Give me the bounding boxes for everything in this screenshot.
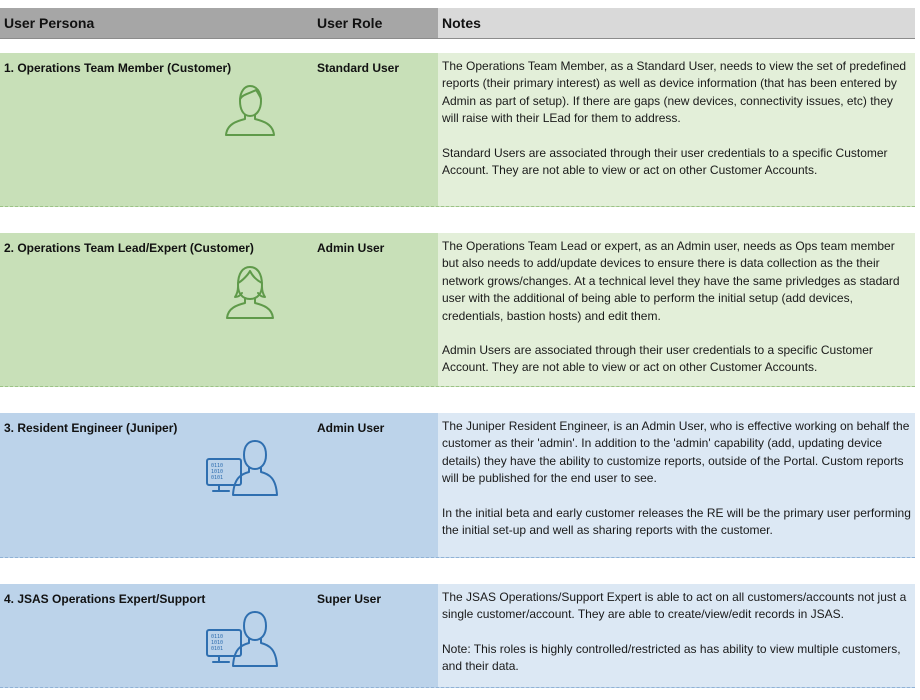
notes-paragraph: In the initial beta and early customer releases the RE will be the primary user performing the initial set-up and well as sharing reports with the customer. — [442, 505, 911, 538]
svg-text:0110: 0110 — [211, 463, 224, 469]
notes-cell — [438, 233, 915, 386]
spacer-row — [0, 39, 915, 54]
notes-paragraph: The Operations Team Member, as a Standard User, needs to view the set of predefined reports (their primary interest) as well as device information (that has been entered by Admin as part of setup). If there are gaps (new devices, connectivity issues, etc) they will raise with their LEad for them to address. — [442, 59, 907, 126]
svg-text:1010: 1010 — [211, 640, 224, 646]
header-role: User Role — [317, 15, 383, 31]
table-row-2 — [0, 233, 915, 387]
role-cell: Standard User — [317, 61, 400, 75]
notes-cell — [438, 413, 915, 557]
role-cell: Super User — [317, 592, 382, 606]
persona-cell: 1. Operations Team Member (Customer) — [4, 61, 232, 75]
notes-paragraph: Standard Users are associated through their user credentials to a specific Customer Account. They are not able to view or act on other Customer Accounts. — [442, 145, 888, 178]
notes-paragraph: The Juniper Resident Engineer, is an Admin User, who is effective working on behalf the customer as their 'admin'. In addition to the 'admin' capability (add, updating device details) they have the ability to customize reports, outside of the Portal. Custom reports will be published for the end user to see. — [442, 419, 910, 486]
notes-paragraph: Note: This roles is highly controlled/restricted as has ability to view multiple customers, and their data. — [442, 641, 901, 674]
table-row-1 — [0, 53, 915, 207]
persona-cell: 2. Operations Team Lead/Expert (Customer) — [4, 241, 254, 255]
engineer-computer-icon — [204, 437, 282, 499]
spacer-row — [0, 558, 915, 585]
role-cell: Admin User — [317, 421, 385, 435]
spacer-row — [0, 387, 915, 414]
role-cell: Admin User — [317, 241, 385, 255]
notes-paragraph: Admin Users are associated through their user credentials to a specific Customer Account. They are not able to view or act on other Customer Accounts. — [442, 343, 873, 375]
table-row-3 — [0, 413, 915, 558]
notes-paragraph: The JSAS Operations/Support Expert is able to act on all customers/accounts not just a single customer/account. They are able to create/view/edit records in JSAS. — [442, 590, 907, 622]
table-header — [0, 8, 915, 39]
spacer-row — [0, 207, 915, 234]
header-persona: User Persona — [4, 15, 95, 31]
header-notes: Notes — [438, 8, 915, 38]
engineer-computer-icon — [204, 608, 282, 670]
table-row-4 — [0, 584, 915, 688]
svg-text:0101: 0101 — [211, 475, 224, 481]
svg-text:1010: 1010 — [211, 469, 224, 475]
persona-cell: 4. JSAS Operations Expert/Support — [4, 592, 206, 606]
notes-cell — [438, 584, 915, 687]
svg-text:0101: 0101 — [211, 646, 224, 652]
person-male-icon — [221, 81, 279, 139]
persona-cell: 3. Resident Engineer (Juniper) — [4, 421, 178, 435]
notes-cell — [438, 53, 915, 206]
person-female-icon — [222, 263, 278, 321]
notes-paragraph: The Operations Team Lead or expert, as an Admin user, needs as Ops team member but also needs to add/update devices to ensure there is data collection as the their network grows/changes. At a technical level they have the same privledges as stadard user with the additional of being able to perform the initial setup (add devices, credentials, bastion hosts) and edit them. — [442, 239, 900, 323]
svg-text:0110: 0110 — [211, 634, 224, 640]
